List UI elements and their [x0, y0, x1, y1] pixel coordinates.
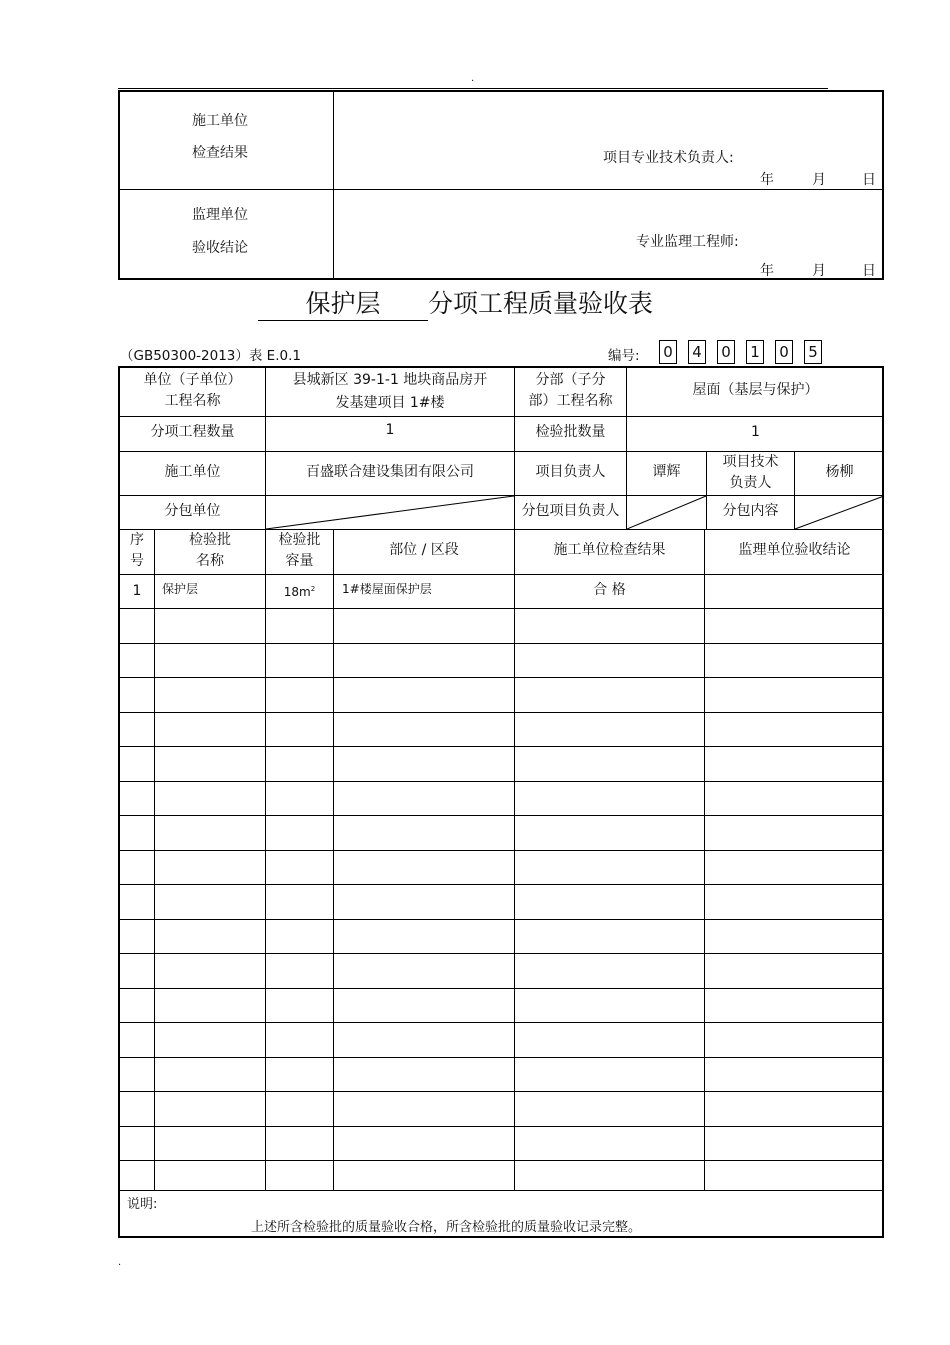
date-month: 月: [812, 172, 826, 188]
form-title: [258, 284, 653, 321]
table-row-divider: [120, 988, 882, 989]
page-mark: .: [471, 73, 475, 84]
signoff-box: [118, 90, 884, 280]
table-row-divider: [120, 1091, 882, 1092]
serial-digit: 4: [688, 340, 706, 364]
table-row-divider: [120, 953, 882, 954]
part-label-1: 分部（子分: [535, 372, 606, 388]
row-seq: 1: [132, 583, 142, 599]
row-capacity-value: 18m: [283, 585, 311, 599]
batch-count-value: 1: [751, 424, 760, 440]
row-capacity: [266, 579, 333, 603]
notes-label: 说明:: [127, 1197, 158, 1212]
notes-text: 上述所含检验批的质量验收合格，所含检验批的质量验收记录完整。: [251, 1220, 642, 1235]
table-row-divider: [120, 677, 882, 678]
pm-label: 项目负责人: [535, 464, 606, 480]
tech-value: 杨柳: [825, 464, 854, 480]
table-row-divider: [120, 781, 882, 782]
cap-header-2: 容量: [285, 553, 314, 569]
row-batch-name: 保护层: [162, 582, 199, 596]
seq-header-2: 号: [130, 553, 144, 569]
table-row-divider: [120, 919, 882, 920]
table-row-divider: [120, 712, 882, 713]
table-row-divider: [120, 746, 882, 747]
top-rule: [118, 88, 828, 89]
table-row-divider: [120, 1160, 882, 1161]
table-row-divider: [120, 643, 882, 644]
part-value: 屋面（基层与保护）: [692, 382, 819, 398]
row-check-result: 合 格: [593, 582, 626, 598]
supervisor-label: 专业监理工程师:: [636, 234, 739, 250]
table-row-divider: [120, 1126, 882, 1127]
serial-digit: 0: [775, 340, 793, 364]
cap-header-1: 检验批: [278, 532, 321, 548]
page-mark: .: [118, 1257, 122, 1268]
diagonal-strike: [795, 496, 884, 529]
pm-value: 谭辉: [652, 464, 681, 480]
item-count-label: 分项工程数量: [150, 424, 235, 440]
serial-digit: 5: [804, 340, 822, 364]
serial-label: 编号:: [608, 348, 640, 364]
unit-value-2: 发基建项目 1#楼: [335, 395, 445, 411]
tech-label-2: 负责人: [729, 475, 772, 491]
date-day: 日: [862, 263, 876, 279]
tech-label-1: 项目技术: [722, 454, 779, 470]
date-month: 月: [812, 263, 826, 279]
title-suffix: 分项工程质量验收表: [428, 289, 654, 318]
construction-label-2: 检查结果: [192, 145, 248, 161]
part-label-2: 部）工程名称: [528, 393, 613, 409]
table-row-divider: [120, 1022, 882, 1023]
table-row-divider: [120, 850, 882, 851]
table-row-divider: [120, 1057, 882, 1058]
contractor-label: 施工单位: [164, 464, 221, 480]
accept-header: 监理单位验收结论: [738, 542, 851, 558]
date-day: 日: [862, 172, 876, 188]
unit-label-2: 工程名称: [164, 393, 221, 409]
row-capacity-unit-sup: 2: [310, 585, 316, 593]
location-header: 部位 / 区段: [389, 542, 459, 558]
item-count-value: 1: [385, 422, 395, 438]
sub-content-label: 分包内容: [722, 503, 779, 519]
serial-digit: 0: [717, 340, 735, 364]
serial-digit: 1: [746, 340, 764, 364]
table-row-divider: [120, 884, 882, 885]
standard-code: （GB50300-2013）表 E.0.1: [120, 348, 301, 364]
date-year: 年: [760, 263, 774, 279]
diagonal-strike: [266, 496, 514, 529]
title-blank: 保护层: [258, 284, 428, 321]
name-header-2: 名称: [196, 553, 224, 569]
check-header: 施工单位检查结果: [553, 542, 666, 558]
name-header-1: 检验批: [189, 532, 231, 548]
unit-label-1: 单位（子单位）: [143, 372, 242, 388]
serial-digit: 0: [659, 340, 677, 364]
seq-header-1: 序: [130, 532, 144, 548]
diagonal-strike: [627, 496, 706, 529]
sub-pm-label: 分包项目负责人: [521, 503, 620, 519]
tech-leader-label: 项目专业技术负责人:: [603, 150, 734, 166]
construction-label-1: 施工单位: [192, 113, 248, 129]
table-row-divider: [120, 608, 882, 609]
contractor-value: 百盛联合建设集团有限公司: [306, 464, 474, 480]
batch-count-label: 检验批数量: [535, 424, 606, 440]
row-location: 1#楼屋面保护层: [342, 582, 432, 596]
acceptance-table: [118, 366, 884, 1238]
supervision-label-1: 监理单位: [192, 207, 248, 223]
sub-label: 分包单位: [164, 503, 221, 519]
table-row-divider: [120, 815, 882, 816]
supervision-label-2: 验收结论: [192, 240, 248, 256]
unit-value-1: 县城新区 39-1-1 地块商品房开: [292, 372, 488, 388]
date-year: 年: [760, 172, 774, 188]
